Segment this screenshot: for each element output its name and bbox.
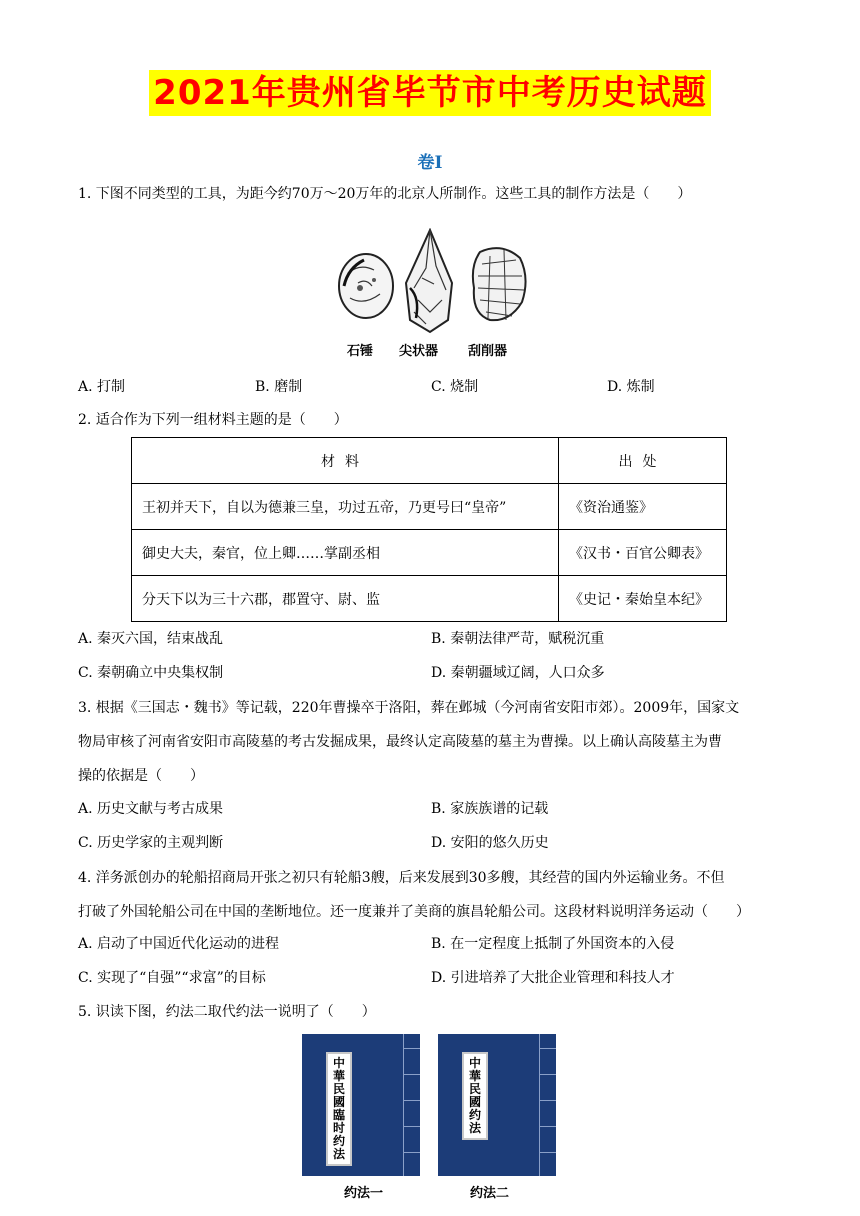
- stone-tools-drawing: [330, 228, 530, 338]
- q2-option-a[interactable]: A. 秦灭六国，结束战乱: [78, 631, 224, 647]
- table-cell-material: 王初并天下，自以为德兼三皇，功过五帝，乃更号曰“皇帝”: [132, 484, 559, 530]
- q3-option-b[interactable]: B. 家族族谱的记载: [431, 801, 549, 817]
- q1-stem: 1. 下图不同类型的工具，为距今约70万～20万年的北京人所制作。这些工具的制作方法是（ ）: [78, 186, 692, 202]
- q1-option-a[interactable]: A. 打制: [78, 379, 126, 395]
- q3-option-a[interactable]: A. 历史文献与考古成果: [78, 801, 224, 817]
- q1-option-b[interactable]: B. 磨制: [255, 379, 303, 395]
- caption-pointed-tool: 尖状器: [399, 344, 439, 359]
- table-cell-source: 《汉书・百官公卿表》: [559, 530, 727, 576]
- q3-option-c[interactable]: C. 历史学家的主观判断: [78, 835, 224, 851]
- q4-option-c[interactable]: C. 实现了“自强”“求富”的目标: [78, 970, 266, 986]
- exam-title: 2021年贵州省毕节市中考历史试题: [149, 70, 711, 116]
- q3-stem-line-3: 操的依据是（ ）: [78, 768, 204, 784]
- q1-option-d[interactable]: D. 炼制: [607, 379, 655, 395]
- materials-table: [131, 437, 727, 622]
- q4-option-d[interactable]: D. 引进培养了大批企业管理和科技人才: [431, 970, 675, 986]
- book-cover-label: 中華民國臨时约法: [326, 1052, 352, 1166]
- book-binding: [403, 1034, 420, 1176]
- caption-stone-hammer: 石锤: [347, 344, 374, 359]
- table-cell-source: 《史记・秦始皇本纪》: [559, 576, 727, 622]
- q3-stem-line-1: 3. 根据《三国志・魏书》等记载，220年曹操卒于洛阳，葬在邺城（今河南省安阳市郊）。2009年，国家文: [78, 700, 740, 716]
- q2-option-d[interactable]: D. 秦朝疆域辽阔，人口众多: [431, 665, 605, 681]
- q3-option-d[interactable]: D. 安阳的悠久历史: [431, 835, 549, 851]
- table-header-source: 出处: [559, 438, 727, 484]
- book-binding: [539, 1034, 556, 1176]
- q2-stem: 2. 适合作为下列一组材料主题的是（ ）: [78, 412, 348, 428]
- q2-option-b[interactable]: B. 秦朝法律严苛，赋税沉重: [431, 631, 605, 647]
- book-cover-label: 中華民國约法: [462, 1052, 488, 1140]
- book-constitution-1: [302, 1034, 420, 1176]
- q1-option-c[interactable]: C. 烧制: [431, 379, 479, 395]
- title-wrap: [0, 70, 860, 116]
- q3-stem-line-2: 物局审核了河南省安阳市高陵墓的考古发掘成果，最终认定高陵墓的墓主为曹操。以上确认高陵墓主为曹: [78, 734, 722, 750]
- table-cell-material: 分天下以为三十六郡，郡置守、尉、监: [132, 576, 559, 622]
- table-row: [132, 530, 727, 576]
- stone-tools-figure: [330, 228, 530, 363]
- book-constitution-2: [438, 1034, 556, 1176]
- q4-stem-line-2: 打破了外国轮船公司在中国的垄断地位。还一度兼并了美商的旗昌轮船公司。这段材料说明洋务运动（ ）: [78, 904, 750, 920]
- book-caption-2: 约法二: [470, 1186, 510, 1201]
- table-row: [132, 484, 727, 530]
- caption-scraper: 刮削器: [468, 344, 508, 359]
- q4-option-a[interactable]: A. 启动了中国近代化运动的进程: [78, 936, 280, 952]
- stone-hammer-icon: [339, 254, 393, 318]
- table-cell-material: 御史大夫，秦官，位上卿……掌副丞相: [132, 530, 559, 576]
- scraper-icon: [473, 248, 526, 320]
- book-caption-1: 约法一: [344, 1186, 384, 1201]
- q2-option-c[interactable]: C. 秦朝确立中央集权制: [78, 665, 224, 681]
- table-row: [132, 576, 727, 622]
- q5-stem: 5. 识读下图，约法二取代约法一说明了（ ）: [78, 1004, 376, 1020]
- q4-option-b[interactable]: B. 在一定程度上抵制了外国资本的入侵: [431, 936, 675, 952]
- table-cell-source: 《资治通鉴》: [559, 484, 727, 530]
- section-heading: 卷Ⅰ: [417, 153, 443, 173]
- pointed-tool-icon: [406, 230, 452, 332]
- q4-stem-line-1: 4. 洋务派创办的轮船招商局开张之初只有轮船3艘，后来发展到30多艘，其经营的国内外运输业务。不但: [78, 870, 725, 886]
- table-header-material: 材料: [132, 438, 559, 484]
- table-header-row: [132, 438, 727, 484]
